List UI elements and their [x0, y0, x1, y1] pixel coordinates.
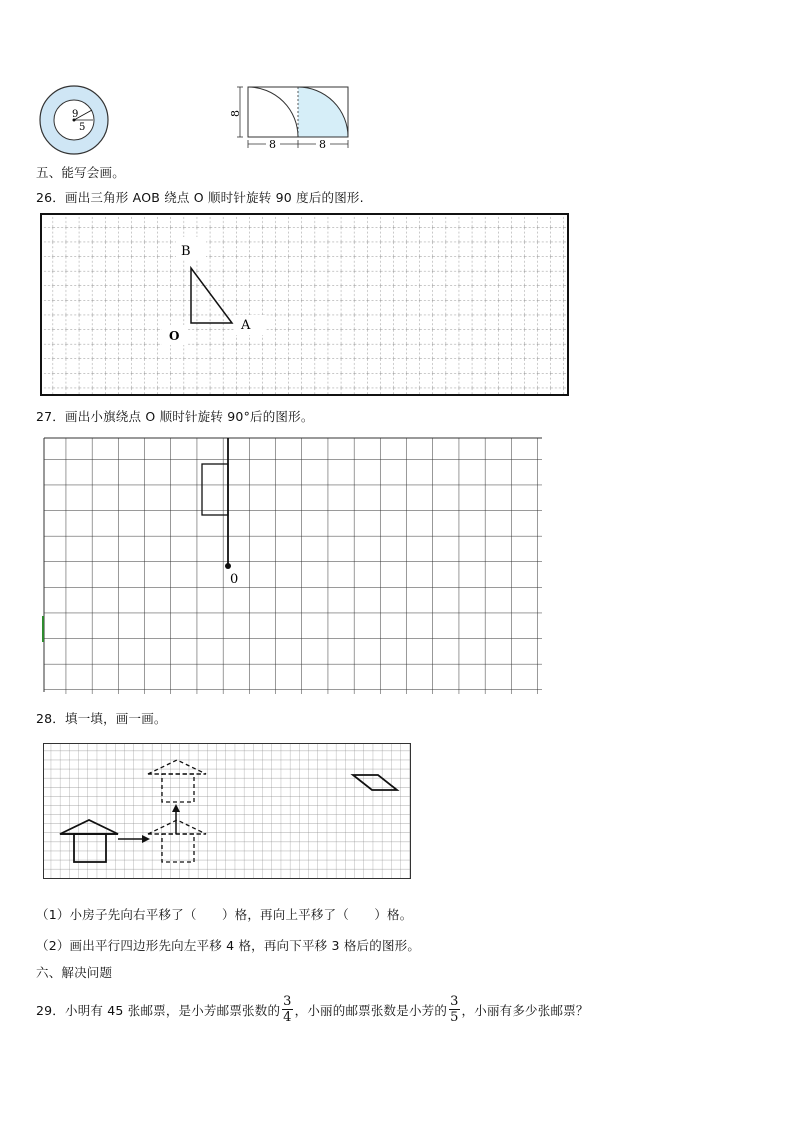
point-o-label: 0 — [230, 572, 239, 587]
point-o-dot — [225, 563, 231, 569]
rect-width-right-label: 8 — [319, 138, 326, 151]
quarter-circle-rect-figure — [228, 82, 354, 154]
ring-label-bottom: 5 — [79, 122, 86, 133]
ring-label-top: 9 — [72, 109, 79, 120]
q28-sub1: （1）小房子先向右平移了（ ）格，再向上平移了（ ）格。 — [36, 907, 413, 922]
q29-part2: ，小丽的邮票张数是小芳的 — [294, 1002, 448, 1018]
q29-frac1-numerator: 3 — [283, 994, 292, 1009]
point-a-label: A — [241, 318, 251, 333]
section6-title: 六、解决问题 — [36, 965, 113, 980]
q26-grid — [40, 213, 570, 397]
point-b-label: B — [181, 244, 191, 259]
q26-text: 26．画出三角形 AOB 绕点 O 顺时针旋转 90 度后的图形. — [36, 190, 364, 205]
q29-text — [36, 994, 589, 1025]
section5-title: 五、能写会画。 — [36, 165, 125, 180]
q29-frac1-denominator: 4 — [283, 1010, 292, 1025]
rect-height-label: 8 — [229, 110, 242, 117]
q29-part1: 29．小明有 45 张邮票，是小芳邮票张数的 — [36, 1002, 281, 1018]
q28-text: 28．填一填，画一画。 — [36, 711, 167, 726]
q29-fraction-2 — [449, 994, 459, 1025]
ring-figure — [36, 84, 112, 156]
q27-grid — [40, 434, 546, 696]
q29-frac2-denominator: 5 — [450, 1010, 459, 1025]
q29-fraction-1 — [282, 994, 292, 1025]
rect-width-left-label: 8 — [269, 138, 276, 151]
point-o-label: O — [169, 329, 180, 343]
q29-frac2-numerator: 3 — [450, 994, 459, 1009]
q27-text: 27．画出小旗绕点 O 顺时针旋转 90°后的图形。 — [36, 409, 314, 424]
q28-sub2: （2）画出平行四边形先向左平移 4 格，再向下平移 3 格后的图形。 — [36, 938, 421, 953]
q29-part3: ，小丽有多少张邮票？ — [461, 1002, 589, 1018]
q28-grid — [42, 742, 414, 882]
